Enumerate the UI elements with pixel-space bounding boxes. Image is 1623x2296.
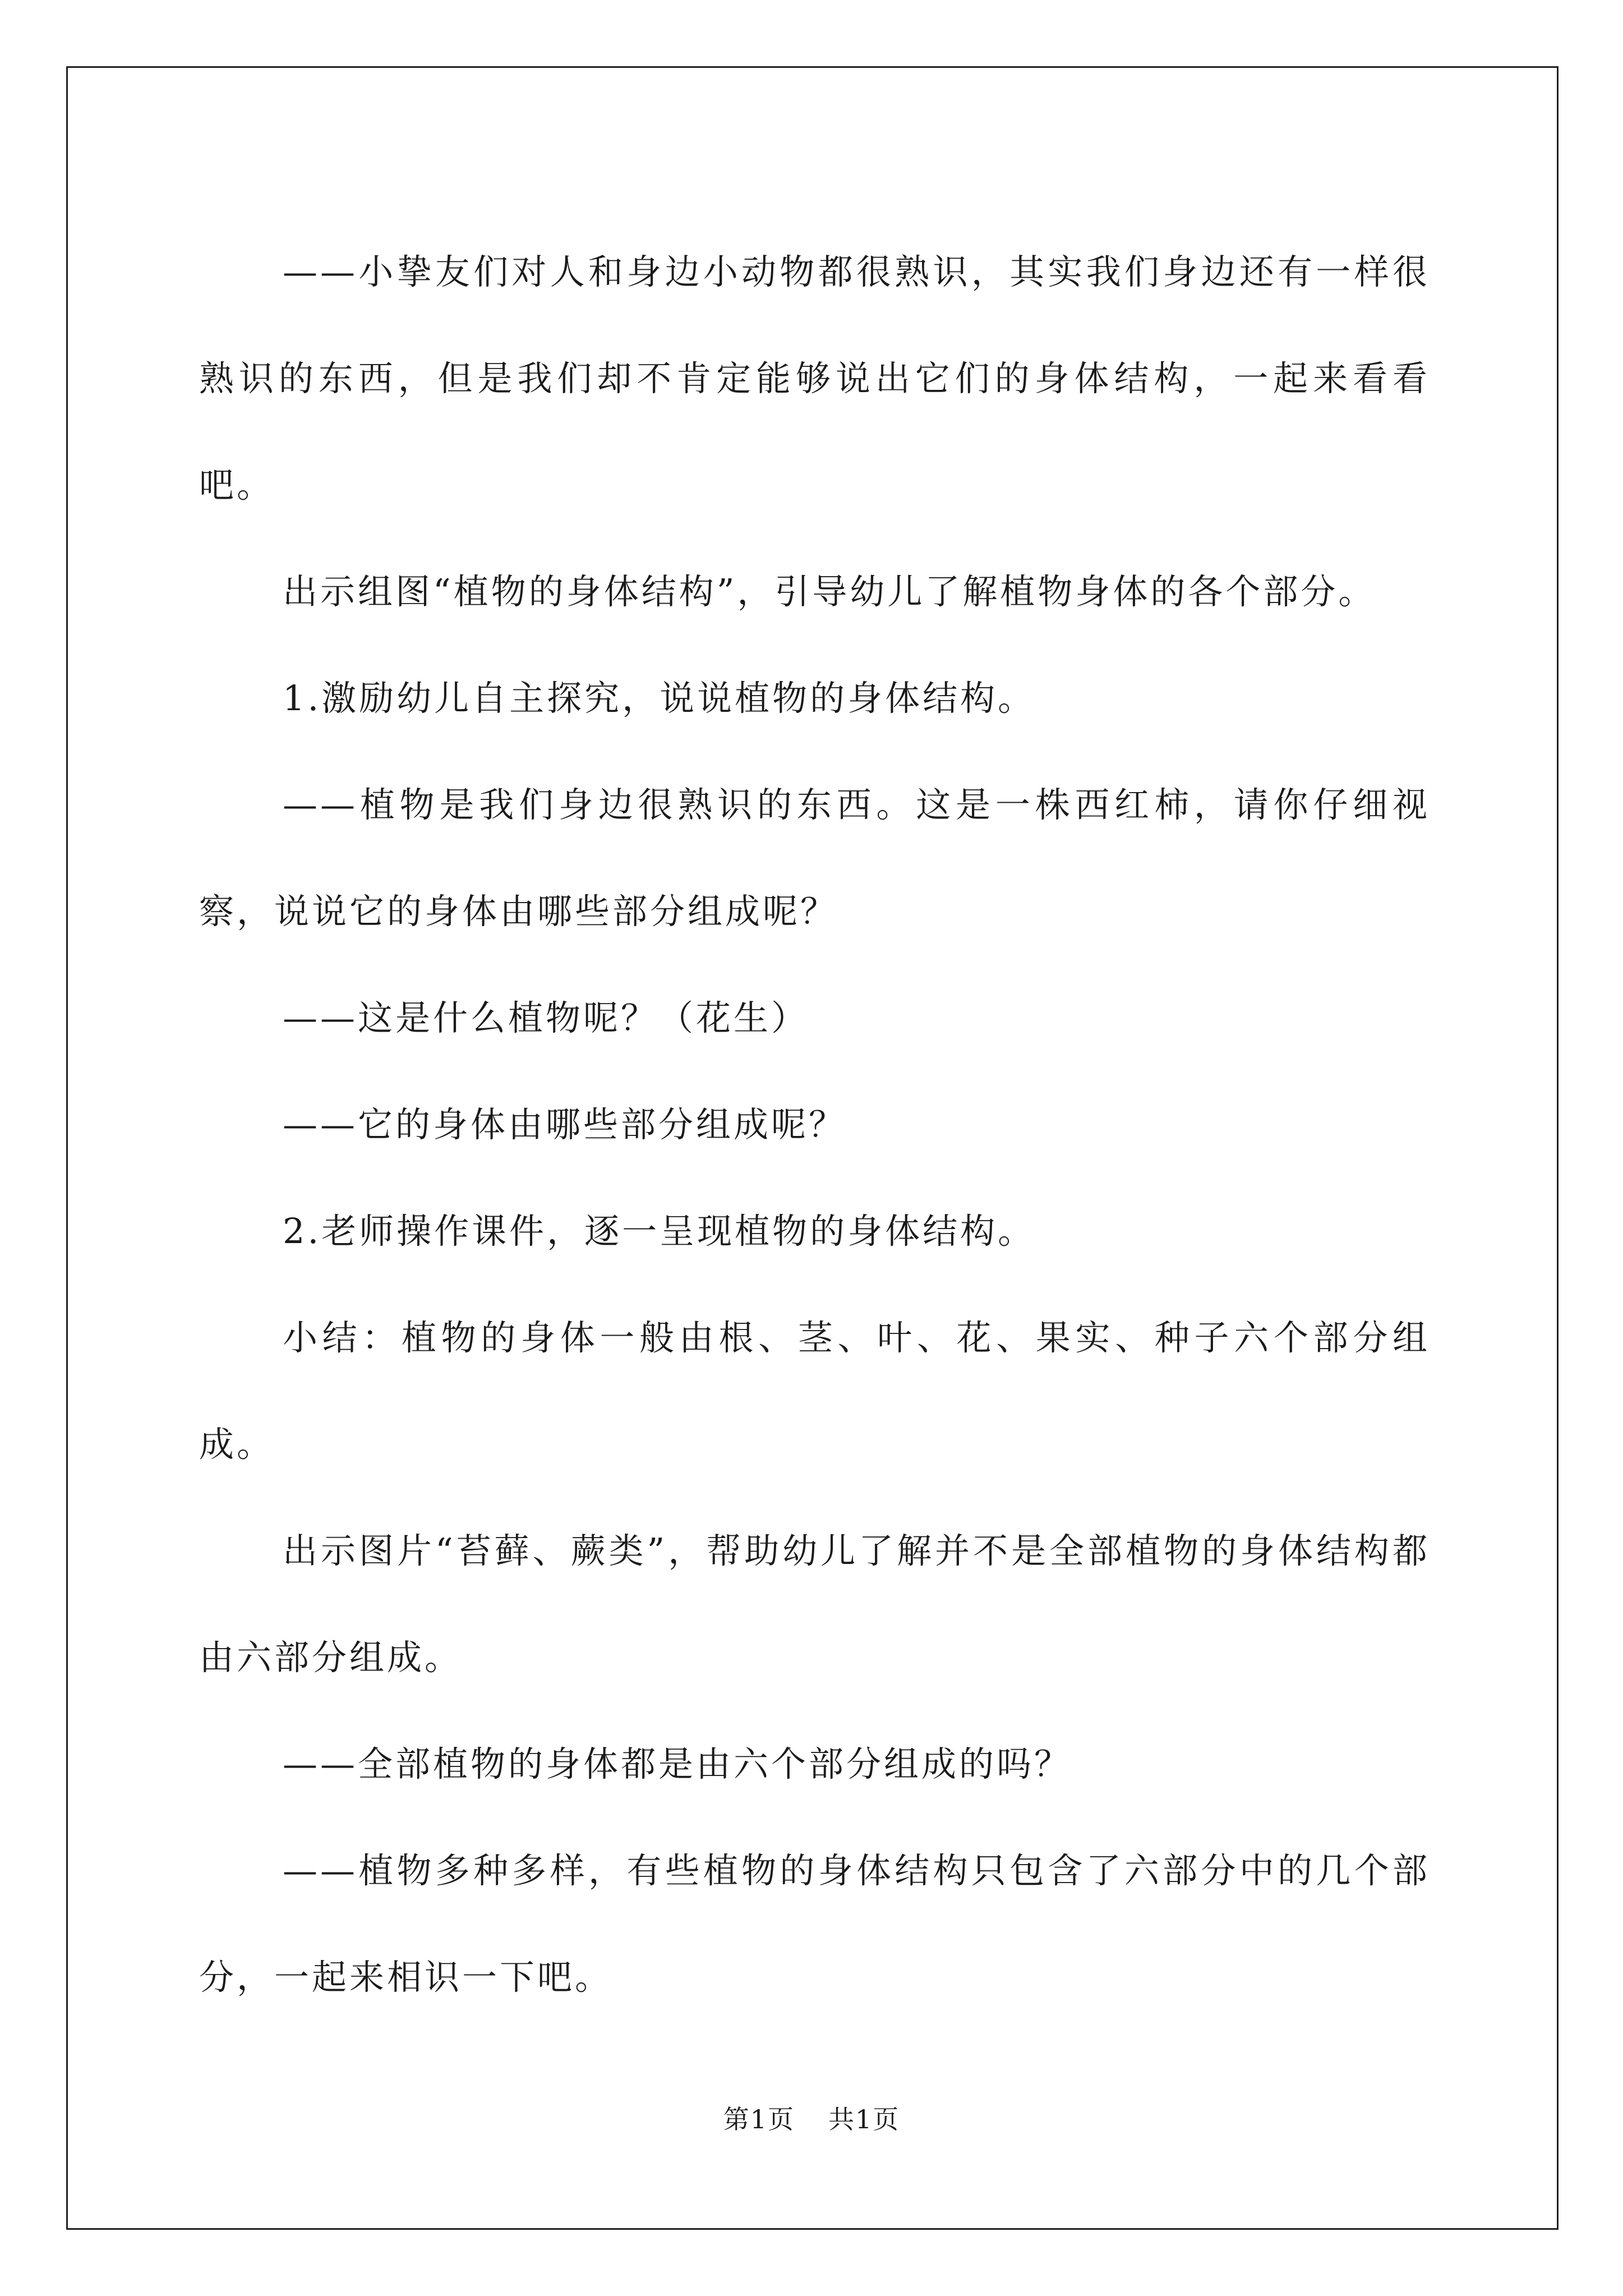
document-body — [199, 219, 1430, 2031]
paragraph-moss-fern: 出示图片“苔藓、蕨类”，帮助幼儿了解并不是全部植物的身体结构都由六部分组成。 — [199, 1530, 1430, 1678]
page-number: 第1页 — [723, 2104, 795, 2134]
paragraph-intro: ——小挚友们对人和身边小动物都很熟识，其实我们身边还有一样很熟识的东西，但是我们却不肯定能够说出它们的身体结构，一起来看看吧。 — [199, 251, 1430, 505]
page-footer — [0, 2102, 1623, 2136]
paragraph-summary: 小结：植物的身体一般由根、茎、叶、花、果实、种子六个部分组成。 — [199, 1317, 1430, 1465]
paragraph-show-plant-structure: 出示组图“植物的身体结构”，引导幼儿了解植物身体的各个部分。 — [283, 571, 1376, 612]
paragraph-peanut-question: ——这是什么植物呢？（花生） — [283, 997, 809, 1038]
paragraph-diversity: ——植物多种多样，有些植物的身体结构只包含了六部分中的几个部分，一起来相识一下吧。 — [199, 1850, 1430, 1998]
paragraph-step-1: 1.激励幼儿自主探究，说说植物的身体结构。 — [283, 678, 1036, 719]
page-total: 共1页 — [828, 2104, 900, 2134]
paragraph-tomato-question: ——植物是我们身边很熟识的东西。这是一株西红柿，请你仔细视察，说说它的身体由哪些部分组成呢？ — [199, 784, 1430, 932]
paragraph-parts-question: ——它的身体由哪些部分组成呢？ — [283, 1104, 847, 1145]
paragraph-step-2: 2.老师操作课件，逐一呈现植物的身体结构。 — [283, 1211, 1036, 1251]
paragraph-all-plants-question: ——全部植物的身体都是由六个部分组成的吗？ — [283, 1743, 1072, 1784]
